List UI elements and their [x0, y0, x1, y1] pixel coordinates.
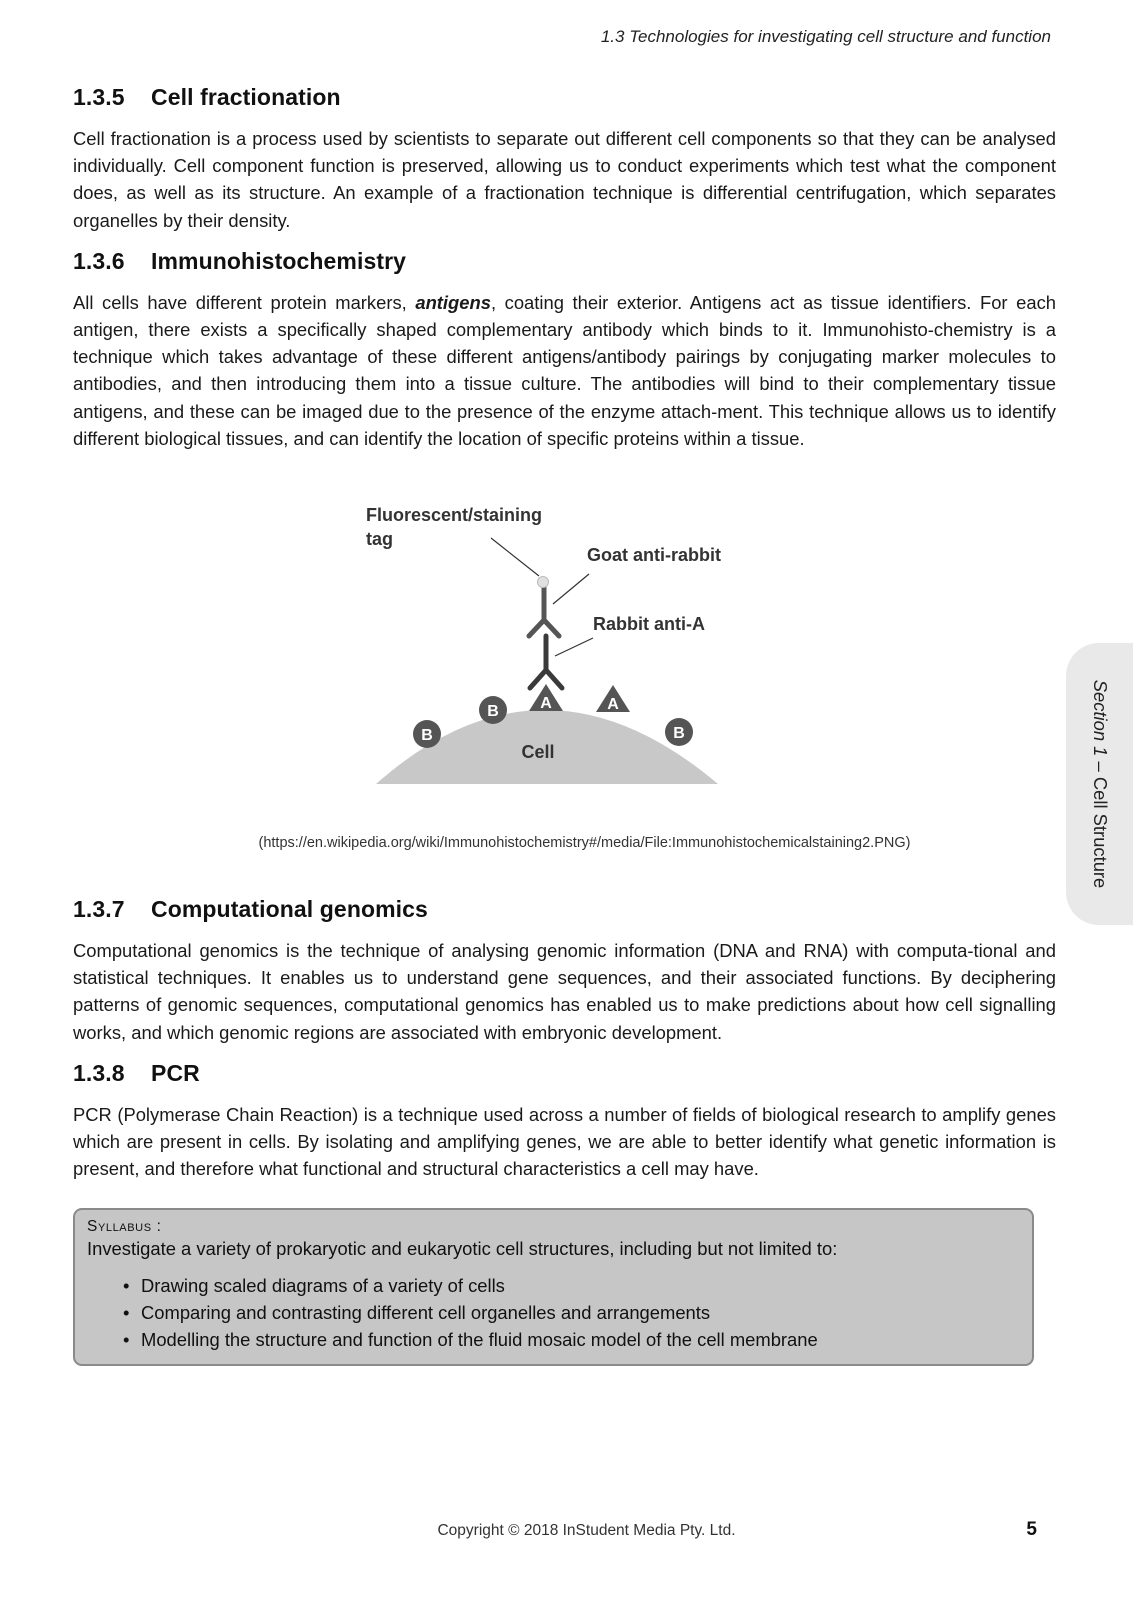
- syllabus-list: [87, 1272, 1020, 1353]
- footer-copyright: Copyright © 2018 InStudent Media Pty. Ltd.: [437, 1522, 736, 1539]
- side-tab-dash: –: [1089, 756, 1111, 777]
- running-header: 1.3 Technologies for investigating cell structure and function: [600, 27, 1051, 46]
- cell-label: Cell: [521, 742, 555, 763]
- section-title: Cell fractionation: [151, 84, 341, 110]
- immunohistochemistry-figure: [73, 486, 1056, 866]
- section-title: PCR: [151, 1059, 200, 1086]
- antigens-emphasis: antigens: [415, 291, 491, 313]
- antigen-b-marker: [665, 718, 693, 746]
- side-tab-name: Cell Structure: [1089, 776, 1111, 889]
- goat-leader-line: [553, 574, 589, 604]
- bullet-icon: •: [123, 1302, 130, 1323]
- goat-label: Goat anti-rabbit: [587, 545, 721, 566]
- rabbit-label: Rabbit anti-A: [593, 614, 705, 635]
- antigen-b-marker: [413, 720, 441, 748]
- syllabus-item-text: Drawing scaled diagrams of a variety of cells: [141, 1275, 505, 1296]
- syllabus-item-text: Modelling the structure and function of the fluid mosaic model of the cell membrane: [141, 1329, 818, 1350]
- page-number: 5: [1026, 1519, 1037, 1540]
- paragraph-pcr: PCR (Polymerase Chain Reaction) is a technique used across a number of fields of biological research to amplify genes which are present in cells. By isolating and amplifying genes, we are able to better identify what genetic information is present, and therefore what functional and structural characteristics a cell may have.: [73, 1103, 1056, 1180]
- section-heading-immunohistochemistry: [73, 248, 1056, 275]
- side-tab-label: [1089, 680, 1111, 889]
- antigen-label: A: [540, 695, 552, 713]
- syllabus-box: [73, 1208, 1034, 1366]
- paragraph-immunohistochemistry: [73, 289, 1056, 452]
- syllabus-title: Syllabus :: [87, 1218, 162, 1235]
- paragraph-cell-fractionation: Cell fractionation is a process used by scientists to separate out different cell components so that they can be analysed individually. Cell component function is preserved, allowing us to conduct experiments which test what the component does, as well as its structure. An example of a fractionation technique is differential centrifugation, which separates organelles by their density.: [73, 128, 1056, 231]
- rabbit-anti-a-antibody: [530, 636, 562, 688]
- syllabus-item: [123, 1299, 1020, 1326]
- tag-label-line1: Fluorescent/staining: [366, 505, 543, 526]
- fluorescent-tag-dot: [538, 577, 549, 588]
- syllabus-intro: Investigate a variety of prokaryotic and eukaryotic cell structures, including but not limited to:: [87, 1238, 838, 1259]
- paragraph-computational-genomics: Computational genomics is the technique of analysing genomic information (DNA and RNA) with computa-tional and statistical techniques. It enables us to understand gene sequences, and their associated functions. By deciphering patterns of genomic sequences, computational genomics has enabled us to make predictions about how cell signalling works, and which genomic regions are associated with embryonic development.: [73, 940, 1056, 1043]
- bullet-icon: •: [123, 1329, 130, 1350]
- bullet-icon: •: [123, 1275, 130, 1296]
- side-tab-section: Section 1: [1089, 679, 1111, 757]
- section-number: 1.3.6: [73, 247, 125, 274]
- section-title: Immunohistochemistry: [151, 247, 407, 274]
- tag-label-line2: tag: [366, 529, 393, 550]
- paragraph-text: All cells have different protein markers,: [73, 291, 416, 313]
- section-number: 1.3.7: [73, 896, 125, 923]
- antigen-b-marker: [479, 696, 507, 724]
- syllabus-item-text: Comparing and contrasting different cell organelles and arrangements: [141, 1302, 711, 1323]
- section-heading-cell-fractionation: [73, 84, 1056, 111]
- section-heading-pcr: [73, 1060, 1056, 1087]
- antibody-staining-diagram: [363, 486, 743, 826]
- syllabus-item: [123, 1272, 1020, 1299]
- antigen-a-marker: [529, 684, 563, 712]
- page-content: [73, 84, 1056, 1196]
- antigen-label: B: [487, 703, 499, 721]
- section-heading-computational-genomics: [73, 896, 1056, 923]
- section-number: 1.3.5: [73, 84, 125, 110]
- section-title: Computational genomics: [151, 896, 428, 923]
- syllabus-item: [123, 1326, 1020, 1353]
- antigen-label: A: [607, 696, 619, 714]
- section-side-tab: [1066, 643, 1133, 925]
- figure-caption: (https://en.wikipedia.org/wiki/Immunohistochemistry#/media/File:Immunohistochemicalstaining2.PNG): [258, 835, 911, 852]
- section-number: 1.3.8: [73, 1059, 125, 1086]
- rabbit-leader-line: [555, 638, 593, 656]
- antigen-label: B: [673, 725, 685, 743]
- tag-leader-line: [491, 538, 539, 576]
- paragraph-text: , coating their exterior. Antigens act as tissue identifiers. For each antigen, there exists a specifically shaped complementary antibody which binds to it. Immunohisto-chemistry is a technique which takes advantage of these different antigens/antibody pairings by conjugating marker molecules to antibodies, and then introducing them into a tissue culture. The antibodies will bind to their complementary tissue antigens, and these can be imaged due to the presence of the enzyme attach-ment. This technique allows us to identify different biological tissues, and can identify the location of specific proteins within a tissue.: [73, 291, 1056, 449]
- antigen-label: B: [421, 727, 433, 745]
- antigen-a-marker: [596, 685, 630, 713]
- goat-anti-rabbit-antibody: [529, 586, 559, 636]
